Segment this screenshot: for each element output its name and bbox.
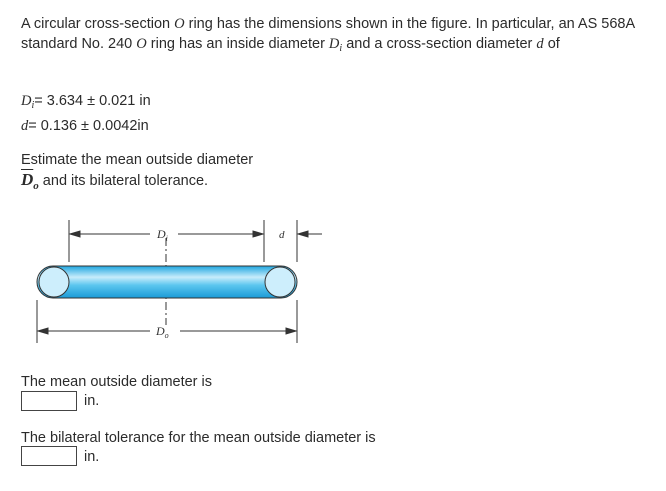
problem-statement: A circular cross-section O ring has the dimensions shown in the figure. In particular, an AS 568A standard No. 240 O ring has an inside diameter $D_i$ and a cross-section diameter d of bbox=[21, 16, 635, 54]
outside-diameter-input[interactable] bbox=[21, 391, 77, 411]
do-label: $D_o$ bbox=[156, 324, 169, 340]
tolerance-input[interactable] bbox=[21, 446, 77, 466]
cross-section-dimension bbox=[240, 220, 322, 262]
task-statement: Estimate the mean outside diameter $\overline{D}_o$ and its bilateral tolerance. bbox=[21, 152, 254, 192]
di-label: $D_i$ bbox=[157, 227, 168, 243]
outside-diameter-unit: in. bbox=[84, 393, 100, 409]
tolerance-unit: in. bbox=[84, 449, 100, 465]
cross-section-eq: d= 0.136 ± 0.0042in bbox=[21, 118, 149, 134]
oring-left-section bbox=[39, 267, 69, 297]
oring-body bbox=[37, 266, 297, 298]
question-outside-diameter-label: The mean outside diameter is bbox=[21, 374, 213, 390]
question-tolerance-label: The bilateral tolerance for the mean outside diameter is bbox=[21, 430, 376, 446]
inside-diameter-eq: $D_i= 3.634 \pm 0.021$ in bbox=[21, 93, 151, 111]
d-label: d bbox=[279, 229, 285, 241]
oring-right-section bbox=[265, 267, 295, 297]
